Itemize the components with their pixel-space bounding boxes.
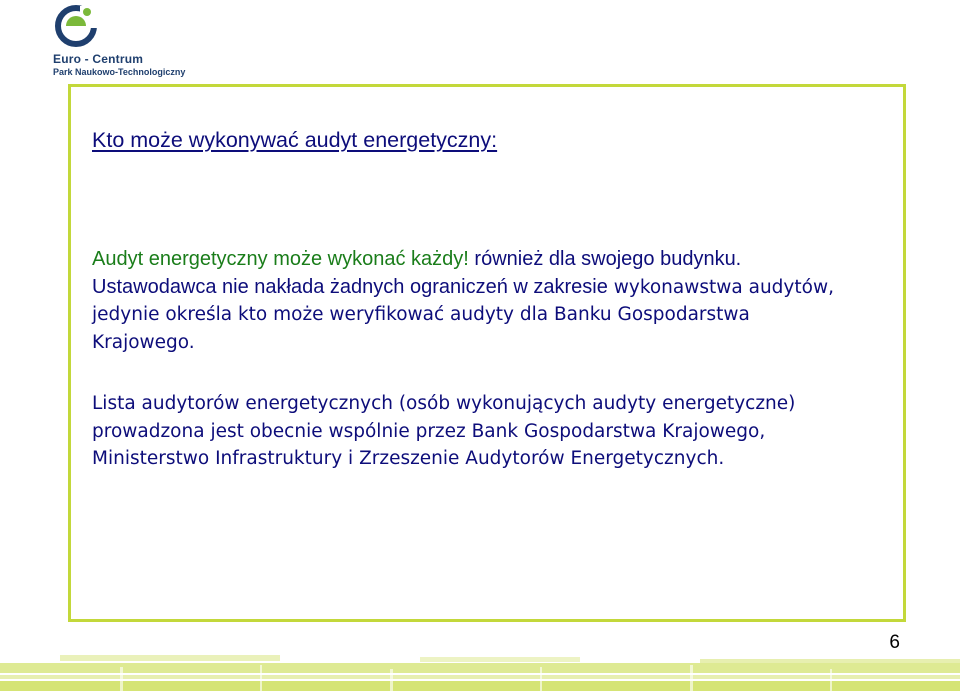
paragraph-1-body: wykonawstwa audytów, jedynie określa kto może weryfikować audyty dla Banku Gospodarstwa Krajowego. [92, 276, 834, 353]
decorative-band [0, 655, 960, 691]
paragraph-2: Lista audytorów energetycznych (osób wykonujących audyty energetyczne) prowadzona jest obecnie wspólnie przez Bank Gospodarstwa Krajowego, Ministerstwo Infrastruktury i Zrzeszenie Audytorów Energetycznych. [92, 393, 796, 469]
logo-name: Euro - Centrum [53, 52, 144, 66]
paragraph-1 [92, 246, 852, 356]
euro-centrum-logo-icon [54, 2, 102, 50]
page-number: 6 [889, 632, 900, 653]
logo [50, 2, 190, 82]
paragraph-1-continuation: również dla swojego budynku. Ustawodawca nie nakłada żadnych ograniczeń w zakresie [92, 248, 742, 298]
paragraph-1-highlight: Audyt energetyczny może wykonać każdy! [92, 248, 469, 270]
logo-subtitle: Park Naukowo-Technologiczny [53, 67, 186, 77]
slide-title: Kto może wykonywać audyt energetyczny: [92, 128, 498, 152]
